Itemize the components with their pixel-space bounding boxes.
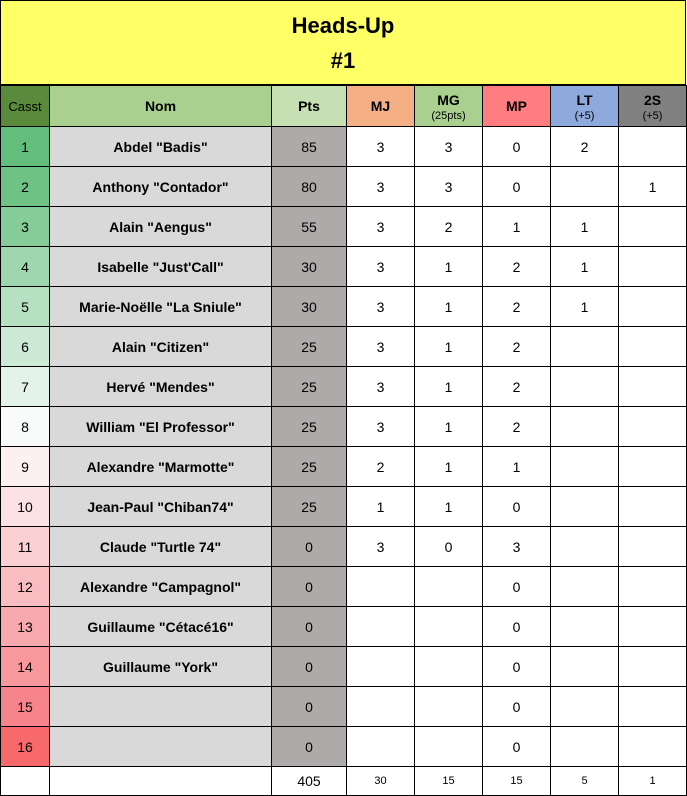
mj-cell[interactable]: 2: [347, 447, 415, 487]
mj-cell[interactable]: 3: [347, 327, 415, 367]
lt-cell[interactable]: 1: [551, 207, 619, 247]
header-pts[interactable]: Pts: [272, 86, 347, 127]
mp-cell[interactable]: 0: [483, 127, 551, 167]
lt-cell[interactable]: [551, 647, 619, 687]
rank-cell[interactable]: 3: [1, 207, 50, 247]
lt-cell[interactable]: [551, 327, 619, 367]
header-casst[interactable]: Casst: [1, 86, 50, 127]
mp-cell[interactable]: 2: [483, 327, 551, 367]
rank-cell[interactable]: 5: [1, 287, 50, 327]
table-row: [1, 327, 687, 367]
pts-cell[interactable]: 25: [272, 447, 347, 487]
table-row: [1, 607, 687, 647]
lt-cell[interactable]: [551, 487, 619, 527]
mp-cell[interactable]: 2: [483, 407, 551, 447]
2s-cell[interactable]: [619, 727, 687, 767]
mj-cell[interactable]: 3: [347, 287, 415, 327]
pts-cell[interactable]: 0: [272, 687, 347, 727]
2s-cell[interactable]: [619, 247, 687, 287]
2s-cell[interactable]: [619, 527, 687, 567]
name-cell[interactable]: Guillaume "York": [50, 647, 272, 687]
header-mg[interactable]: [415, 86, 483, 127]
lt-cell[interactable]: [551, 447, 619, 487]
header-lt[interactable]: [551, 86, 619, 127]
name-cell[interactable]: [50, 727, 272, 767]
name-cell[interactable]: Alexandre "Marmotte": [50, 447, 272, 487]
header-mg-label: MG: [437, 92, 460, 108]
header-lt-sub: (+5): [574, 110, 595, 122]
rank-cell[interactable]: 7: [1, 367, 50, 407]
2s-cell[interactable]: [619, 207, 687, 247]
mj-cell[interactable]: [347, 727, 415, 767]
rank-cell[interactable]: 14: [1, 647, 50, 687]
mg-cell[interactable]: [415, 607, 483, 647]
total-pts-cell[interactable]: 405: [272, 767, 347, 796]
standings-table: [0, 85, 687, 796]
title-line-2: #1: [330, 48, 356, 73]
name-cell[interactable]: William "El Professor": [50, 407, 272, 447]
mp-cell[interactable]: 0: [483, 687, 551, 727]
pts-cell[interactable]: 25: [272, 367, 347, 407]
lt-cell[interactable]: 2: [551, 127, 619, 167]
pts-cell[interactable]: 55: [272, 207, 347, 247]
lt-cell[interactable]: [551, 567, 619, 607]
name-cell[interactable]: Guillaume "Cétacé16": [50, 607, 272, 647]
table-row: [1, 487, 687, 527]
pts-cell[interactable]: 0: [272, 727, 347, 767]
mg-cell[interactable]: 1: [415, 367, 483, 407]
lt-cell[interactable]: [551, 727, 619, 767]
table-row: [1, 167, 687, 207]
mg-cell[interactable]: [415, 687, 483, 727]
2s-cell[interactable]: 1: [619, 167, 687, 207]
mj-cell[interactable]: 3: [347, 247, 415, 287]
pts-cell[interactable]: 0: [272, 607, 347, 647]
mp-cell[interactable]: 1: [483, 207, 551, 247]
name-cell[interactable]: Alexandre "Campagnol": [50, 567, 272, 607]
mj-cell[interactable]: [347, 647, 415, 687]
totals-row: [1, 767, 687, 796]
table-row: [1, 687, 687, 727]
mg-cell[interactable]: 1: [415, 247, 483, 287]
header-mp[interactable]: MP: [483, 86, 551, 127]
name-cell[interactable]: Marie-Noëlle "La Sniule": [50, 287, 272, 327]
header-mj[interactable]: MJ: [347, 86, 415, 127]
total-mj-cell[interactable]: 30: [347, 767, 415, 796]
mp-cell[interactable]: 0: [483, 487, 551, 527]
table-row: [1, 727, 687, 767]
table-row: [1, 647, 687, 687]
lt-cell[interactable]: 1: [551, 247, 619, 287]
total-lt-cell[interactable]: 5: [551, 767, 619, 796]
name-cell[interactable]: Jean-Paul "Chiban74": [50, 487, 272, 527]
mg-cell[interactable]: [415, 727, 483, 767]
lt-cell[interactable]: [551, 527, 619, 567]
2s-cell[interactable]: [619, 127, 687, 167]
table-row: [1, 527, 687, 567]
total-mg-cell[interactable]: 15: [415, 767, 483, 796]
mp-cell[interactable]: 0: [483, 567, 551, 607]
2s-cell[interactable]: [619, 567, 687, 607]
pts-cell[interactable]: 25: [272, 487, 347, 527]
header-nom[interactable]: Nom: [50, 86, 272, 127]
lt-cell[interactable]: [551, 367, 619, 407]
table-row: [1, 127, 687, 167]
mj-cell[interactable]: 3: [347, 527, 415, 567]
2s-cell[interactable]: [619, 407, 687, 447]
lt-cell[interactable]: [551, 167, 619, 207]
rank-cell[interactable]: 16: [1, 727, 50, 767]
rank-cell[interactable]: 8: [1, 407, 50, 447]
pts-cell[interactable]: 25: [272, 327, 347, 367]
mg-cell[interactable]: 1: [415, 287, 483, 327]
lt-cell[interactable]: [551, 687, 619, 727]
rank-cell[interactable]: 6: [1, 327, 50, 367]
mg-cell[interactable]: 2: [415, 207, 483, 247]
2s-cell[interactable]: [619, 607, 687, 647]
pts-cell[interactable]: 85: [272, 127, 347, 167]
pts-cell[interactable]: 80: [272, 167, 347, 207]
table-row: [1, 447, 687, 487]
total-mp-cell[interactable]: 15: [483, 767, 551, 796]
mp-cell[interactable]: 2: [483, 367, 551, 407]
title-line-1: Heads-Up: [291, 13, 395, 38]
mp-cell[interactable]: 0: [483, 647, 551, 687]
pts-cell[interactable]: 0: [272, 647, 347, 687]
mj-cell[interactable]: 3: [347, 367, 415, 407]
mp-cell[interactable]: 0: [483, 167, 551, 207]
sheet-title: [0, 0, 686, 85]
mg-cell[interactable]: 1: [415, 447, 483, 487]
mp-cell[interactable]: 0: [483, 607, 551, 647]
mg-cell[interactable]: [415, 647, 483, 687]
mp-cell[interactable]: 3: [483, 527, 551, 567]
total-rank-cell[interactable]: [1, 767, 50, 796]
2s-cell[interactable]: [619, 367, 687, 407]
2s-cell[interactable]: [619, 687, 687, 727]
table-row: [1, 367, 687, 407]
name-cell[interactable]: Abdel "Badis": [50, 127, 272, 167]
pts-cell[interactable]: 0: [272, 527, 347, 567]
pts-cell[interactable]: 25: [272, 407, 347, 447]
rank-cell[interactable]: 12: [1, 567, 50, 607]
mj-cell[interactable]: 3: [347, 207, 415, 247]
mj-cell[interactable]: 1: [347, 487, 415, 527]
total-2s-cell[interactable]: 1: [619, 767, 687, 796]
name-cell[interactable]: Anthony "Contador": [50, 167, 272, 207]
rank-cell[interactable]: 10: [1, 487, 50, 527]
mg-cell[interactable]: 3: [415, 127, 483, 167]
mj-cell[interactable]: 3: [347, 407, 415, 447]
mg-cell[interactable]: 1: [415, 327, 483, 367]
pts-cell[interactable]: 0: [272, 567, 347, 607]
mp-cell[interactable]: 2: [483, 247, 551, 287]
table-row: [1, 287, 687, 327]
rank-cell[interactable]: 1: [1, 127, 50, 167]
table-row: [1, 247, 687, 287]
2s-cell[interactable]: [619, 487, 687, 527]
mp-cell[interactable]: 0: [483, 727, 551, 767]
mg-cell[interactable]: 0: [415, 527, 483, 567]
header-lt-label: LT: [576, 92, 593, 108]
total-name-cell[interactable]: [50, 767, 272, 796]
mj-cell[interactable]: [347, 567, 415, 607]
mj-cell[interactable]: 3: [347, 127, 415, 167]
mg-cell[interactable]: 3: [415, 167, 483, 207]
lt-cell[interactable]: [551, 407, 619, 447]
pts-cell[interactable]: 30: [272, 287, 347, 327]
name-cell[interactable]: Isabelle "Just'Call": [50, 247, 272, 287]
rank-cell[interactable]: 11: [1, 527, 50, 567]
header-mg-sub: (25pts): [431, 110, 466, 122]
mg-cell[interactable]: 1: [415, 407, 483, 447]
header-2s-label: 2S: [643, 92, 662, 108]
mj-cell[interactable]: [347, 687, 415, 727]
mp-cell[interactable]: 2: [483, 287, 551, 327]
mj-cell[interactable]: [347, 607, 415, 647]
2s-cell[interactable]: [619, 447, 687, 487]
header-2s[interactable]: [619, 86, 687, 127]
lt-cell[interactable]: 1: [551, 287, 619, 327]
rank-cell[interactable]: 9: [1, 447, 50, 487]
lt-cell[interactable]: [551, 607, 619, 647]
table-row: [1, 567, 687, 607]
pts-cell[interactable]: 30: [272, 247, 347, 287]
mj-cell[interactable]: 3: [347, 167, 415, 207]
rank-cell[interactable]: 4: [1, 247, 50, 287]
name-cell[interactable]: Alain "Aengus": [50, 207, 272, 247]
rank-cell[interactable]: 2: [1, 167, 50, 207]
name-cell[interactable]: Claude "Turtle 74": [50, 527, 272, 567]
name-cell[interactable]: [50, 687, 272, 727]
table-row: [1, 207, 687, 247]
2s-cell[interactable]: [619, 327, 687, 367]
name-cell[interactable]: Hervé "Mendes": [50, 367, 272, 407]
rank-cell[interactable]: 15: [1, 687, 50, 727]
name-cell[interactable]: Alain "Citizen": [50, 327, 272, 367]
table-row: [1, 407, 687, 447]
mg-cell[interactable]: 1: [415, 487, 483, 527]
mp-cell[interactable]: 1: [483, 447, 551, 487]
header-2s-sub: (+5): [642, 110, 663, 122]
2s-cell[interactable]: [619, 647, 687, 687]
mg-cell[interactable]: [415, 567, 483, 607]
header-row: [1, 86, 687, 127]
rank-cell[interactable]: 13: [1, 607, 50, 647]
2s-cell[interactable]: [619, 287, 687, 327]
